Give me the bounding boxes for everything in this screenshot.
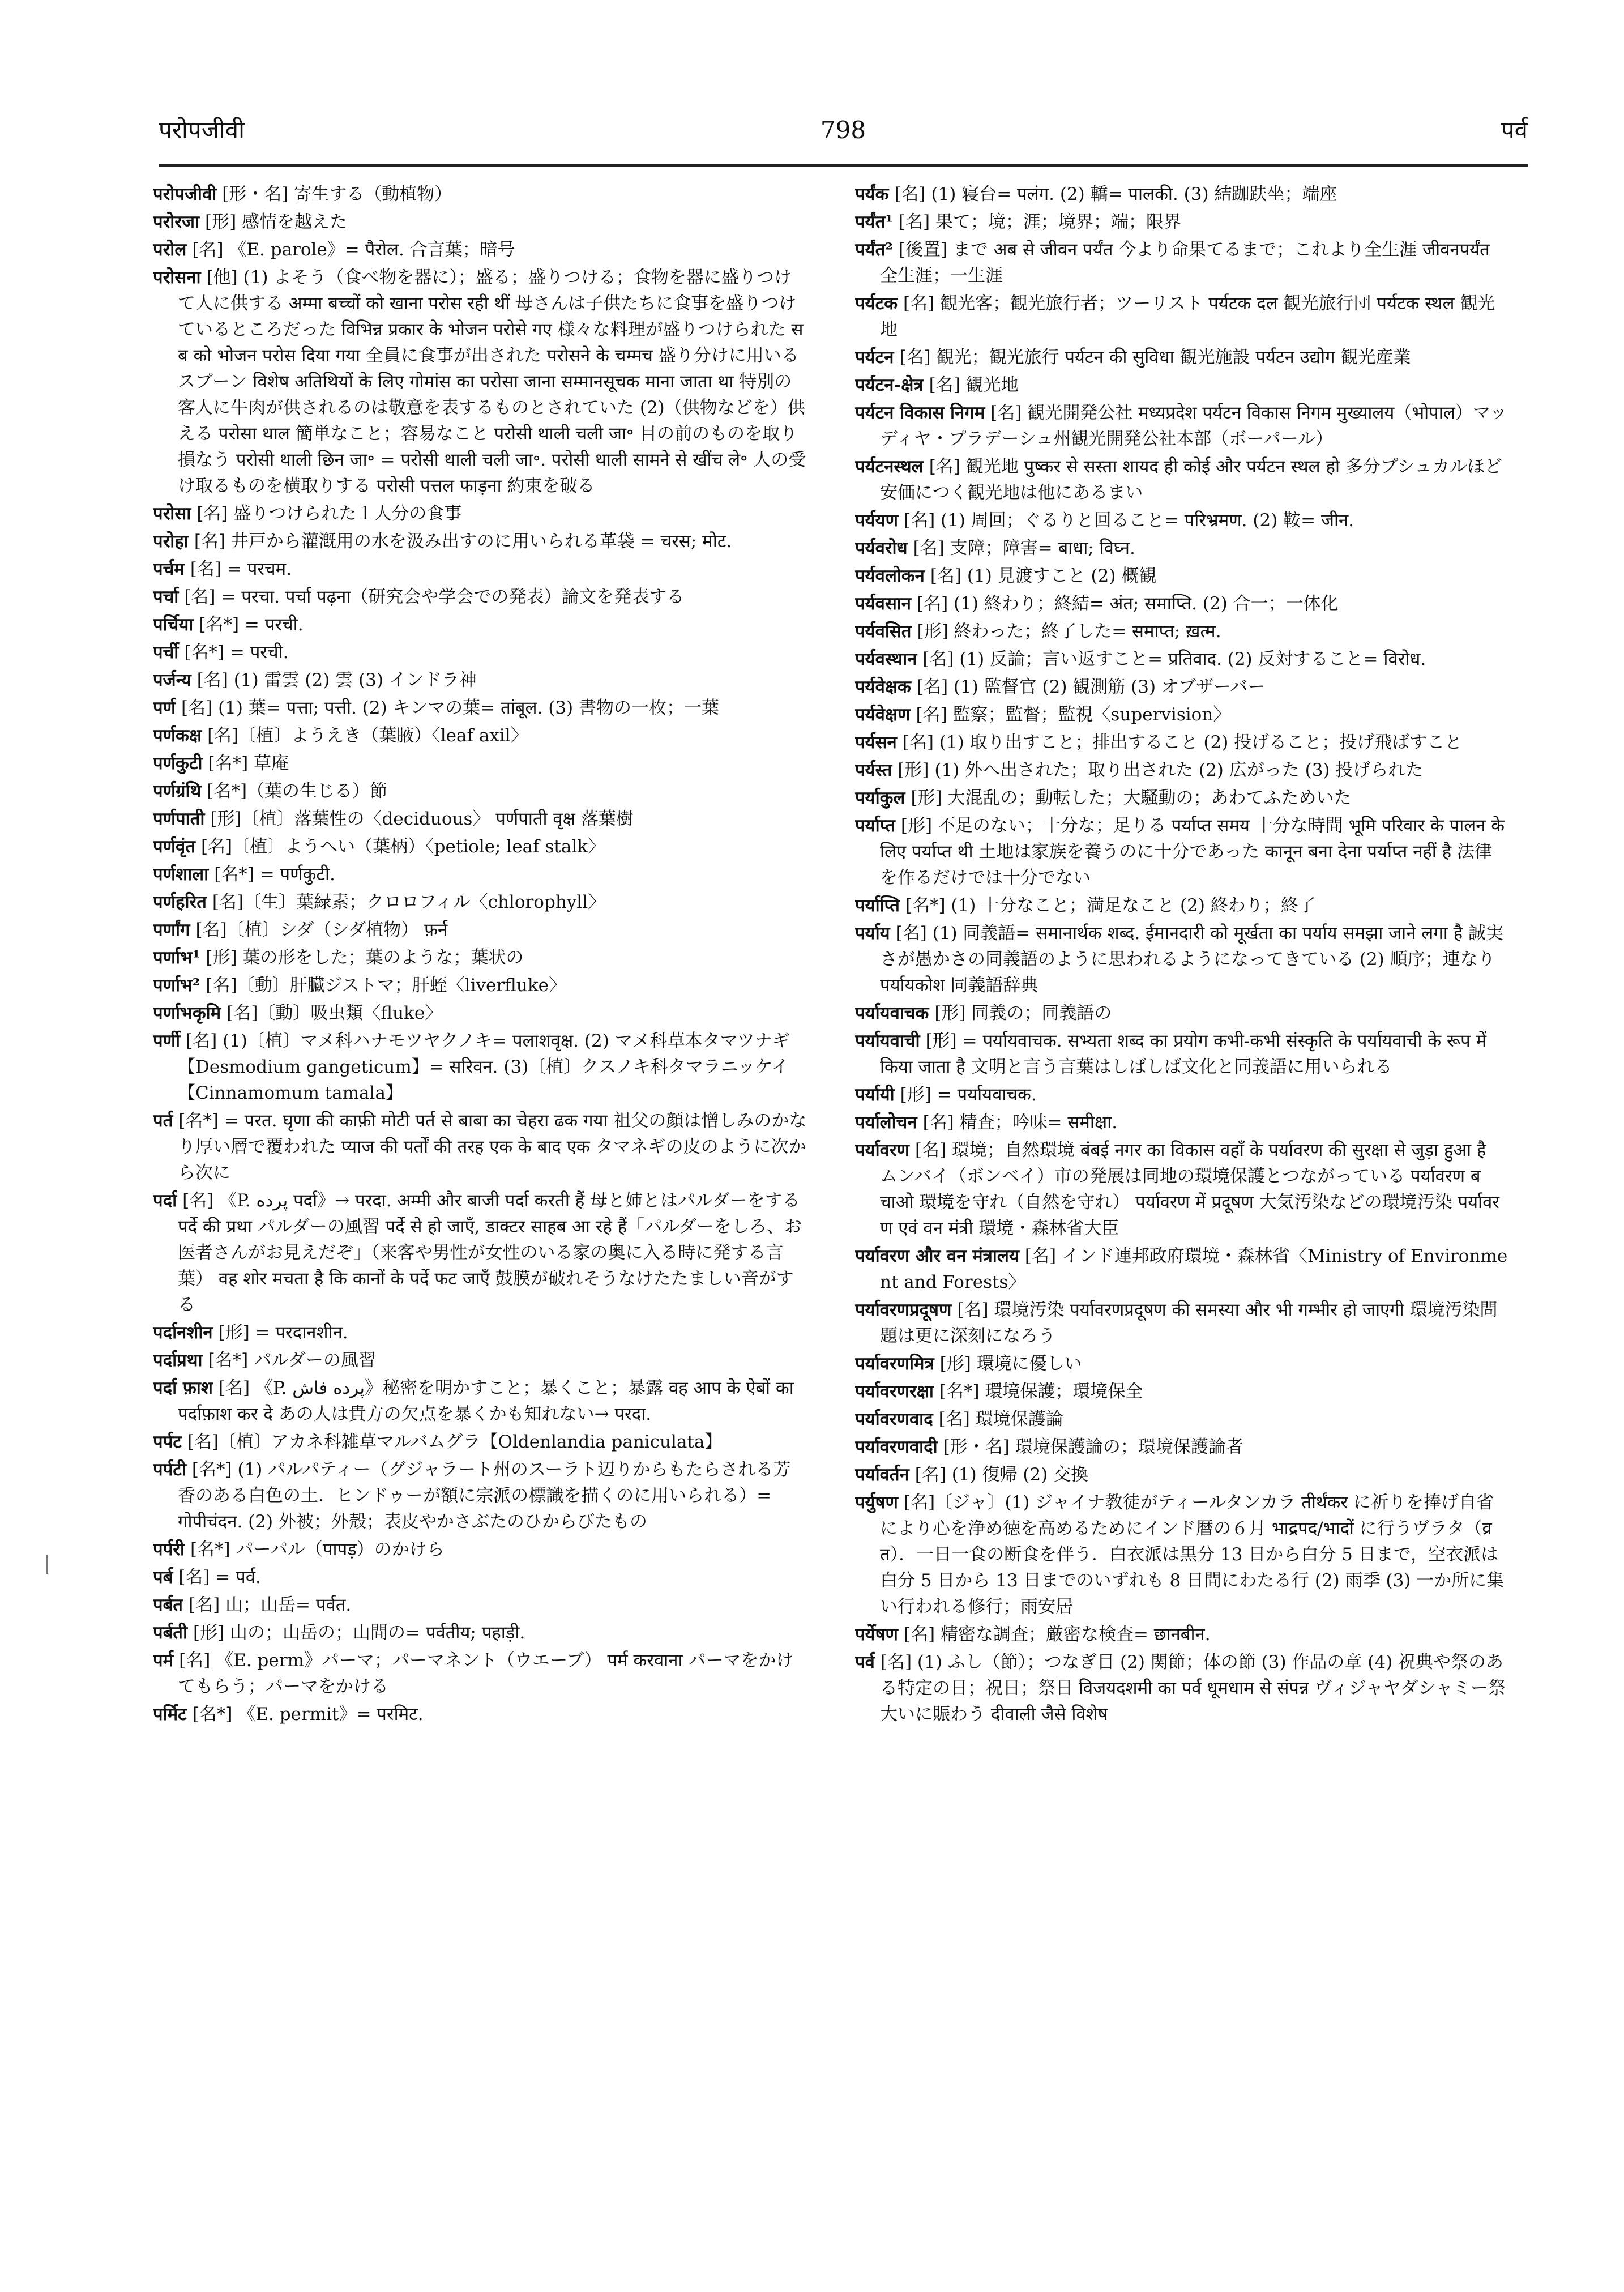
entry-definition: [名*]（葉の生じる）節 bbox=[207, 781, 388, 801]
entry-headword: पर्णहरित bbox=[153, 892, 207, 912]
entry-definition: [形]〔植〕落葉性の〈deciduous〉 पर्णपाती वृक्ष 落葉樹 bbox=[210, 809, 634, 829]
entry-headword: पर्णाभ² bbox=[153, 975, 200, 996]
entry-definition: [名] 観光地 bbox=[929, 375, 1019, 395]
entry-headword: पर्बती bbox=[153, 1623, 188, 1643]
entry-headword: पर्पटी bbox=[153, 1459, 186, 1480]
entry-definition: [名] 《E. parole》= पैरोल. 合言葉；暗号 bbox=[192, 240, 515, 260]
entry-definition: [名] 果て；境；涯；境界；端；限界 bbox=[898, 212, 1181, 232]
entry-definition: [形] 環境に優しい bbox=[939, 1354, 1082, 1374]
entry-headword: पर्ब bbox=[153, 1567, 173, 1587]
dictionary-entry bbox=[855, 618, 1509, 645]
entry-headword: पर्दानशीन bbox=[153, 1322, 213, 1343]
dictionary-entry bbox=[855, 400, 1509, 452]
dictionary-entry bbox=[855, 535, 1509, 561]
dictionary-entry bbox=[153, 1620, 807, 1646]
dictionary-entry bbox=[855, 1351, 1509, 1377]
dictionary-entry bbox=[855, 563, 1509, 589]
dictionary-entry bbox=[153, 209, 807, 235]
dictionary-entry bbox=[855, 237, 1509, 289]
entry-headword: पर्यवेक्षण bbox=[855, 705, 911, 725]
entry-definition: [名*] = परची. bbox=[199, 614, 304, 635]
dictionary-entry bbox=[855, 1378, 1509, 1405]
entry-definition: [形] 同義の；同義語の bbox=[934, 1003, 1112, 1023]
entry-headword: पर्यटन bbox=[855, 347, 894, 368]
entry-definition: [名] 観光開発公社 मध्यप्रदेश पर्यटन विकास निगम मुख्यालय（भोपाल）マッディヤ・プラデーシュ州観光開発公社本部（ボーパール） bbox=[880, 403, 1507, 449]
entry-headword: पर्म bbox=[153, 1650, 174, 1671]
entry-headword: परोल bbox=[153, 240, 187, 260]
dictionary-entry bbox=[153, 945, 807, 971]
entry-headword: पर्यायवाचक bbox=[855, 1003, 929, 1023]
dictionary-entry bbox=[153, 1000, 807, 1026]
entry-definition: [名*] 《E. permit》= परमिट. bbox=[192, 1704, 424, 1725]
entry-definition: [形] 大混乱の；動転した；大騒動の；あわてふためいた bbox=[911, 788, 1352, 808]
dictionary-entry bbox=[153, 1647, 807, 1700]
dictionary-entry bbox=[153, 1457, 807, 1535]
dictionary-entry bbox=[855, 1137, 1509, 1241]
entry-definition: [形] 葉の形をした；葉のような；葉状の bbox=[206, 947, 524, 968]
entry-headword: पर्यायी bbox=[855, 1085, 895, 1105]
entry-headword: पर्जन्य bbox=[153, 670, 191, 690]
entry-definition: [名] 観光客；観光旅行者；ツーリスト पर्यटक दल 観光旅行団 पर्यटक स्थल 観光地 bbox=[880, 293, 1495, 340]
dictionary-entry bbox=[855, 1406, 1509, 1432]
entry-headword: पर्याप्त bbox=[855, 816, 895, 836]
entry-headword: पर्चा bbox=[153, 587, 179, 607]
entry-definition: [名] (1) 取り出すこと；排出すること (2) 投げること；投げ飛ばすこと bbox=[902, 732, 1463, 753]
dictionary-entry bbox=[855, 591, 1509, 617]
entry-headword: पर्यवसान bbox=[855, 594, 912, 614]
entry-definition: [名]〔植〕ようえき（葉腋）〈leaf axil〉 bbox=[207, 725, 528, 746]
dictionary-entry bbox=[153, 1347, 807, 1373]
entry-headword: पर्बत bbox=[153, 1595, 183, 1615]
entry-definition: [名] 井戸から灌漑用の水を汲み出すのに用いられる革袋 = चरस; मोट. bbox=[194, 531, 732, 552]
dictionary-entry bbox=[855, 1082, 1509, 1108]
dictionary-entry bbox=[855, 1649, 1509, 1727]
entry-definition: [名] 環境；自然環境 बंबई नगर का विकास वहाँ के पर्यावरण की सुरक्षा से जुड़ा हुआ है ムンバイ（ボンベイ）市の発展は同地の環境保護とつながっている पर्यावरण बचाओ 環境を守れ（自然を守れ） पर्यावरण में प्रदूषण 大気汚染などの環境汚染 पर्यावरण एवं वन मंत्री 環境・森林省大臣 bbox=[880, 1140, 1499, 1239]
entry-definition: [名] 《E. perm》パーマ；パーマネント（ウエーブ） पर्म करवाना パーマをかけてもらう；パーマをかける bbox=[178, 1650, 794, 1697]
dictionary-entry bbox=[153, 972, 807, 998]
dictionary-entry bbox=[153, 264, 807, 499]
entry-headword: पर्त bbox=[153, 1111, 173, 1131]
entry-headword: पर्णवृंत bbox=[153, 836, 195, 857]
entry-headword: पर्परी bbox=[153, 1539, 185, 1560]
entry-headword: पर्याप्ति bbox=[855, 895, 900, 916]
dictionary-entry bbox=[855, 454, 1509, 506]
dictionary-entry bbox=[153, 556, 807, 582]
margin-mark bbox=[46, 1555, 48, 1574]
entry-headword: पर्णाभकृमि bbox=[153, 1003, 221, 1023]
dictionary-entry bbox=[855, 1243, 1509, 1295]
entry-headword: पर्यवस्थान bbox=[855, 649, 917, 669]
entry-headword: पर्मिट bbox=[153, 1704, 187, 1725]
entry-definition: [名*] パーパル（पापड़）のかけら bbox=[190, 1539, 445, 1560]
entry-definition: [名] 観光地 पुष्कर से सस्ता शायद ही कोई और पर्यटन स्थल हो 多分プシュカルほど安価につく観光地は他にあるまい bbox=[880, 456, 1503, 503]
dictionary-entry bbox=[855, 291, 1509, 343]
entry-headword: पर्ची bbox=[153, 642, 179, 663]
entry-headword: पर्यंत² bbox=[855, 240, 893, 260]
dictionary-entry bbox=[855, 507, 1509, 533]
entry-definition: [形] 不足のない；十分な；足りる पर्याप्त समय 十分な時間 भूमि परिवार के पालन के लिए पर्याप्त थी 土地は家族を養うのに十分であった कानून बना देना पर्याप्त नहीं है 法律を作るだけでは十分でない bbox=[880, 816, 1505, 888]
dictionary-entry bbox=[153, 750, 807, 776]
entry-headword: परोपजीवी bbox=[153, 184, 217, 204]
entry-definition: [名] インド連邦政府環境・森林省〈Ministry of Environment and Forests〉 bbox=[880, 1246, 1508, 1292]
entry-headword: पर्यावरणवादी bbox=[855, 1437, 938, 1457]
entry-definition: [形] (1) 外へ出された；取り出された (2) 広がった (3) 投げられた bbox=[898, 760, 1424, 780]
entry-headword: पर्चिया bbox=[153, 614, 194, 635]
entry-definition: [名]〔植〕シダ（シダ植物） फ़र्न bbox=[195, 920, 448, 940]
dictionary-entry bbox=[855, 1000, 1509, 1026]
entry-headword: पर्ययण bbox=[855, 510, 898, 531]
entry-headword: पर्णकुटी bbox=[153, 753, 203, 774]
entry-definition: [名*] = परची. bbox=[184, 642, 289, 663]
page-header bbox=[159, 113, 1528, 167]
dictionary-entry bbox=[153, 1701, 807, 1727]
entry-headword: पर्यवलोकन bbox=[855, 566, 925, 586]
entry-definition: [名] 支障；障害= बाधा; विघ्न. bbox=[913, 538, 1135, 558]
entry-definition: [名] (1) 監督官 (2) 観測筋 (3) オブザーバー bbox=[916, 677, 1266, 697]
entry-definition: [名*] 草庵 bbox=[208, 753, 289, 774]
entry-definition: [名*] 環境保護；環境保全 bbox=[939, 1381, 1143, 1402]
dictionary-entry bbox=[855, 1028, 1509, 1080]
dictionary-entry bbox=[855, 372, 1509, 398]
entry-definition: [形] 山の；山岳の；山間の= पर्वतीय; पहाड़ी. bbox=[193, 1623, 525, 1643]
entry-definition: [名] 監察；監督；監視〈supervision〉 bbox=[916, 705, 1231, 725]
dictionary-entry bbox=[153, 1375, 807, 1427]
entry-definition: [形・名] 寄生する（動植物） bbox=[222, 184, 452, 204]
dictionary-entry bbox=[855, 1462, 1509, 1488]
entry-definition: [形] 終わった；終了した= समाप्त; ख़त्म. bbox=[917, 621, 1221, 642]
page-number: 798 bbox=[820, 116, 866, 144]
entry-definition: [名]〔植〕ようへい（葉柄）〈petiole; leaf stalk〉 bbox=[200, 836, 606, 857]
entry-headword: पर्येषण bbox=[855, 1624, 898, 1645]
entry-definition: [名]〔動〕肝臓ジストマ；肝蛭〈liverfluke〉 bbox=[206, 975, 566, 996]
dictionary-entry bbox=[153, 1564, 807, 1590]
entry-definition: [名*] = पर्णकुटी. bbox=[214, 864, 335, 885]
dictionary-entry bbox=[153, 889, 807, 915]
entry-headword: पर्यस्त bbox=[855, 760, 892, 780]
entry-headword: पर्यालोचन bbox=[855, 1112, 917, 1133]
entry-definition: [形] 感情を越えた bbox=[205, 212, 348, 232]
entry-definition: [名] 精密な調査；厳密な検査= छानबीन. bbox=[903, 1624, 1211, 1645]
dictionary-entry bbox=[855, 344, 1509, 370]
entry-definition: [形] = पर्यायवाचक. सभ्यता शब्द का प्रयोग कभी-कभी संस्कृति के पर्यायवाची के रूप में किया जाता है 文明と言う言葉はしばしば文化と同義語に用いられる bbox=[880, 1031, 1487, 1077]
entry-headword: पर्याय bbox=[855, 923, 890, 944]
entry-definition: [名] 盛りつけられた１人分の食事 bbox=[196, 503, 462, 524]
left-column bbox=[153, 181, 807, 2243]
dictionary-entry bbox=[855, 729, 1509, 756]
dictionary-entry bbox=[153, 237, 807, 263]
dictionary-entry bbox=[855, 674, 1509, 700]
entry-headword: पर्यायवाची bbox=[855, 1031, 920, 1051]
entry-definition: [名] 精査；吟味= समीक्षा. bbox=[922, 1112, 1118, 1133]
dictionary-entry bbox=[855, 893, 1509, 919]
entry-definition: [名] (1) 終わり；終結= अंत; समाप्ति. (2) 合一；一体化 bbox=[917, 594, 1339, 614]
dictionary-entry bbox=[855, 1109, 1509, 1136]
dictionary-entry bbox=[855, 757, 1509, 783]
dictionary-entry bbox=[855, 702, 1509, 728]
dictionary-entry bbox=[153, 806, 807, 832]
entry-definition: [形] = परदानशीन. bbox=[218, 1322, 348, 1343]
entry-headword: पर्यवेक्षक bbox=[855, 677, 911, 697]
entry-headword: पर्चम bbox=[153, 559, 185, 579]
entry-definition: [後置] まで अब से जीवन पर्यंत 今より命果てるまで；これより全生涯 जीवनपर्यंत 全生涯；一生涯 bbox=[880, 240, 1490, 286]
entry-headword: पर्यसन bbox=[855, 732, 897, 753]
entry-definition: [名*] (1) 十分なこと；満足なこと (2) 終わり；終了 bbox=[905, 895, 1316, 916]
dictionary-entry bbox=[153, 1536, 807, 1563]
entry-headword: पर्यटक bbox=[855, 293, 898, 314]
entry-definition: [形・名] 環境保護論の；環境保護論者 bbox=[943, 1437, 1243, 1457]
entry-definition: [名] (1) 同義語= समानार्थक शब्द. ईमानदारी को मूर्खता का पर्याय समझा जाने लगा है 誠実さが愚かさの同義語のように思われるようになってきている (2) 順序；連なり पर्यायकोश 同義語辞典 bbox=[880, 923, 1503, 996]
dictionary-entry bbox=[153, 501, 807, 527]
dictionary-entry bbox=[855, 920, 1509, 998]
entry-definition: [名]〔植〕アカネ科雑草マルバムグラ【Oldenlandia paniculata】 bbox=[187, 1432, 723, 1452]
dictionary-entry bbox=[153, 917, 807, 943]
dictionary-entry bbox=[153, 612, 807, 638]
dictionary-entry bbox=[153, 861, 807, 887]
right-column bbox=[855, 181, 1509, 2243]
entry-headword: परोहा bbox=[153, 531, 189, 552]
entry-headword: पर्यावरणप्रदूषण bbox=[855, 1300, 952, 1320]
entry-headword: पर्यटन-क्षेत्र bbox=[855, 375, 924, 395]
entry-definition: [名] 《P. پرده पर्दा》→ परदा. अम्मी और बाजी पर्दा करती हैं 母と姉とはパルダーをする पर्दे की प्रथा パルダーの風習 पर्दे से हो जाएँ, डाक्टर साहब आ रहे हैं「パルダーをしろ、お医者さんがお見えだぞ」（来客や男性が女性のいる家の奥に入る時に発する言葉） वह शोर मचता है कि कानों के पर्दे फट जाएँ 鼓膜が破れそうなけたたましい音がする bbox=[178, 1190, 802, 1315]
entry-headword: पर्यटनस्थल bbox=[855, 456, 924, 477]
running-head-right: पर्व bbox=[1501, 116, 1528, 144]
entry-definition: [形] = पर्यायवाचक. bbox=[900, 1085, 1037, 1105]
dictionary-entry bbox=[153, 1108, 807, 1186]
entry-headword: परोसना bbox=[153, 267, 201, 288]
entry-definition: [名] = पर्व. bbox=[178, 1567, 261, 1587]
entry-definition: [名] 観光；観光旅行 पर्यटन की सुविधा 観光施設 पर्यटन उद्योग 観光産業 bbox=[899, 347, 1411, 368]
entry-definition: [名] (1) 寝台= पलंग. (2) 轎= पालकी. (3) 結跏趺坐；端座 bbox=[894, 184, 1337, 204]
entry-headword: पर्यवरोध bbox=[855, 538, 908, 558]
entry-headword: पर्पट bbox=[153, 1432, 182, 1452]
entry-headword: पर्दा फ़ाश bbox=[153, 1378, 213, 1398]
entry-headword: पर्यटन विकास निगम bbox=[855, 403, 985, 423]
dictionary-entry bbox=[153, 834, 807, 860]
entry-definition: [名] 環境汚染 पर्यावरणप्रदूषण की समस्या और भी गम्भीर हो जाएगी 環境汚染問題は更に深刻になろう bbox=[880, 1300, 1498, 1346]
entry-definition: [名]〔ジャ〕(1) ジャイナ教徒がティールタンカラ तीर्थंकर に祈りを捧げ自省により心を浄め徳を高めるためにインド暦の６月 भाद्रपद/भादों に行うヴラタ（व्रत）．一日一食の断食を伴う．白衣派は黒分 13 日から白分 5 日まで，空衣派は白分 5 日から 13 日までのいずれも 8 日間にわたる行 (2) 雨季 (3) 一か所に集い行われる修行；雨安居 bbox=[880, 1492, 1505, 1617]
dictionary-entry bbox=[153, 778, 807, 804]
entry-headword: पर्यावरणवाद bbox=[855, 1409, 933, 1429]
entry-definition: [名] = परचम. bbox=[190, 559, 292, 579]
entry-definition: [名] (1) 雷雲 (2) 雲 (3) インドラ神 bbox=[196, 670, 477, 690]
entry-definition: [名] (1) 復帰 (2) 交換 bbox=[914, 1465, 1089, 1485]
entry-headword: पर्णग्रंथि bbox=[153, 781, 202, 801]
entry-headword: पर्यावरण bbox=[855, 1140, 909, 1160]
entry-headword: पर्णांग bbox=[153, 920, 190, 940]
entry-definition: [名] (1) 見渡すこと (2) 概観 bbox=[930, 566, 1157, 586]
entry-headword: पर्यावरणमित्र bbox=[855, 1354, 934, 1374]
dictionary-entry bbox=[153, 1188, 807, 1318]
dictionary-entry bbox=[855, 1489, 1509, 1620]
entry-definition: [名] (1) 葉= पत्ता; पत्ती. (2) キンマの葉= तांबूल. (3) 書物の一枚；一葉 bbox=[181, 698, 719, 718]
entry-headword: पर्यवसित bbox=[855, 621, 912, 642]
dictionary-entry bbox=[153, 181, 807, 207]
dictionary-entry bbox=[153, 1429, 807, 1455]
entry-definition: [名]〔動〕吸虫類〈fluke〉 bbox=[226, 1003, 443, 1023]
dictionary-entry bbox=[153, 528, 807, 554]
entry-definition: [名] 環境保護論 bbox=[938, 1409, 1063, 1429]
dictionary-entry bbox=[855, 1297, 1509, 1349]
entry-definition: [名] (1) 周回；ぐるりと回ること= परिभ्रमण. (2) 鞍= जीन. bbox=[903, 510, 1354, 531]
dictionary-entry bbox=[855, 785, 1509, 811]
entry-headword: पर्यंत¹ bbox=[855, 212, 893, 232]
dictionary-entry bbox=[855, 1434, 1509, 1460]
dictionary-entry bbox=[153, 667, 807, 693]
entry-headword: पर्युषण bbox=[855, 1492, 898, 1513]
entry-headword: पर्दाप्रथा bbox=[153, 1350, 203, 1371]
dictionary-entry bbox=[153, 584, 807, 610]
entry-headword: पर्यावरणरक्षा bbox=[855, 1381, 934, 1402]
entry-definition: [名] (1) 反論；言い返すこと= प्रतिवाद. (2) 反対すること= विरोध. bbox=[922, 649, 1426, 669]
entry-headword: परोसा bbox=[153, 503, 191, 524]
entry-definition: [名*] パルダーの風習 bbox=[208, 1350, 376, 1371]
dictionary-entry bbox=[855, 209, 1509, 235]
entry-headword: पर्यावरण और वन मंत्रालय bbox=[855, 1246, 1019, 1266]
entry-headword: पर्णाभ¹ bbox=[153, 947, 200, 968]
dictionary-entry bbox=[153, 1592, 807, 1618]
dictionary-entry bbox=[153, 639, 807, 665]
entry-headword: पर्णी bbox=[153, 1031, 181, 1051]
entry-headword: पर्व bbox=[855, 1652, 875, 1672]
entry-headword: पर्णपाती bbox=[153, 809, 205, 829]
entry-headword: पर्याकुल bbox=[855, 788, 905, 808]
entry-definition: [名] (1) ふし（節）；つなぎ目 (2) 関節；体の節 (3) 作品の章 (4) 祝典や祭のある特定の日；祝日；祭日 विजयदशमी का पर्व धूमधाम से संपन्न ヴィジャヤダシャミー祭大いに賑わう दीवाली जैसे विशेष bbox=[880, 1652, 1506, 1725]
dictionary-entry bbox=[153, 723, 807, 749]
entry-headword: पर्यंक bbox=[855, 184, 889, 204]
entry-headword: पर्णशाला bbox=[153, 864, 209, 885]
entry-definition: [名*] = परत. घृणा की काफ़ी मोटी पर्त से बाबा का चेहरा ढक गया 祖父の顔は憎しみのかなり厚い層で覆われた प्याज की पर्तों की तरह एक के बाद एक タマネギの皮のように次から次に bbox=[178, 1111, 807, 1183]
dictionary-entry bbox=[153, 1320, 807, 1346]
dictionary-entry bbox=[855, 181, 1509, 207]
dictionary-entry bbox=[855, 646, 1509, 672]
entry-definition: [名] (1)〔植〕マメ科ハナモツヤクノキ= पलाशवृक्ष. (2) マメ科草本タマツナギ【Desmodium gangeticum】= सरिवन. (3)〔植〕クスノキ科タマラニッケイ【Cinnamomum tamala】 bbox=[178, 1031, 790, 1103]
entry-definition: [名*] (1) パルパティー（グジャラート州のスーラト辺りからもたらされる芳香のある白色の土．ヒンドゥーが額に宗派の標識を描くのに用いられる）= गोपीचंदन. (2) 外被；外殻；表皮やかさぶたのひからびたもの bbox=[178, 1459, 791, 1532]
entry-headword: पर्दा bbox=[153, 1190, 177, 1211]
entry-headword: पर्ण bbox=[153, 698, 176, 718]
dictionary-entry bbox=[855, 813, 1509, 891]
entry-definition: [名] 山；山岳= पर्वत. bbox=[188, 1595, 352, 1615]
dictionary-entry bbox=[153, 1028, 807, 1106]
dictionary-entry bbox=[153, 695, 807, 721]
entry-definition: [他] (1) よそう（食べ物を器に）；盛る；盛りつける；食物を器に盛りつけて人に供する अम्मा बच्चों को खाना परोस रही थीं 母さんは子供たちに食事を盛りつけているところだった विभिन्न प्रकार के भोजन परोसे गए 様々な料理が盛りつけられた सब को भोजन परोस दिया गया 全員に食事が出された परोसने के चम्मच 盛り分けに用いるスプーン विशेष अतिथियों के लिए गोमांस का परोसा जाना सम्मानसूचक माना जाता था 特別の客人に牛肉が供されるのは敬意を表するものとされていた (2)（供物などを）供える परोसा थाल 簡単なこと；容易なこと परोसी थाली चली जा॰ 目の前のものを取り損なう परोसी थाली छिन जा॰ = परोसी थाली चली जा॰. परोसी थाली सामने से खींच ले॰ 人の受け取るものを横取りする परोसी पत्तल फाड़ना 約束を破る bbox=[178, 267, 806, 496]
dictionary-entry bbox=[855, 1621, 1509, 1647]
entry-definition: [名] 《P. پرده فاش》秘密を明かすこと；暴くこと；暴露 वह आप के ऐबों का पर्दाफ़ाश कर दे あの人は貴方の欠点を暴くかも知れない→ परदा. bbox=[178, 1378, 794, 1424]
entry-headword: पर्णकक्ष bbox=[153, 725, 202, 746]
entry-headword: पर्यावर्तन bbox=[855, 1465, 909, 1485]
entry-headword: परोरजा bbox=[153, 212, 200, 232]
entry-definition: [名]〔生〕葉緑素；クロロフィル〈chlorophyll〉 bbox=[212, 892, 606, 912]
running-head-left: परोपजीवी bbox=[159, 116, 245, 144]
entry-definition: [名] = परचा. पर्चा पढ़ना（研究会や学会での発表）論文を発表する bbox=[184, 587, 685, 607]
